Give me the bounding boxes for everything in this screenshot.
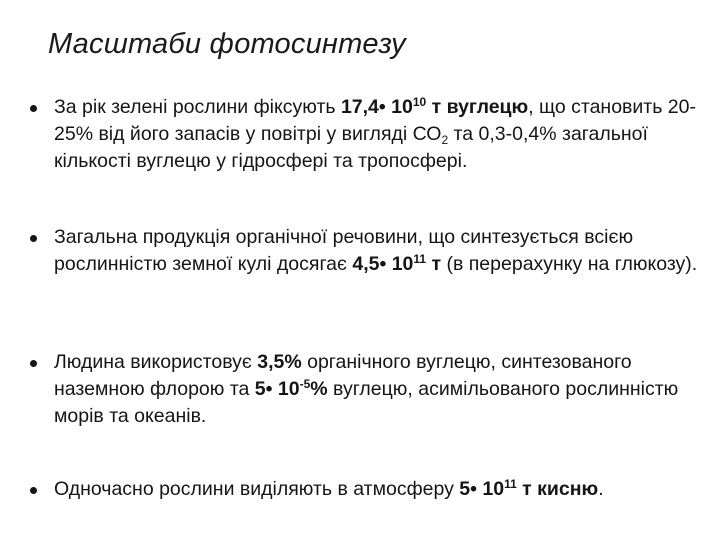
subscript-index: 2 bbox=[441, 133, 449, 147]
bold-value: 5• 10 bbox=[459, 478, 505, 500]
slide-title: Масштаби фотосинтезу bbox=[48, 28, 406, 60]
text-run: органічного вуглецю, синтезованого наземною флорою та bbox=[54, 351, 632, 400]
bold-value: 17,4• 10 bbox=[340, 96, 413, 118]
text-run: . bbox=[598, 478, 604, 500]
superscript-exponent: -5 bbox=[299, 377, 311, 391]
bullet-text bbox=[54, 94, 712, 175]
bold-value: 4,5• 10 bbox=[352, 253, 414, 275]
bold-unit: т кисню bbox=[516, 478, 599, 500]
text-run: вуглецю, асимільованого рослинністю морів та океанів. bbox=[54, 378, 679, 427]
superscript-exponent: 11 bbox=[504, 477, 517, 491]
text-run: Одночасно рослини виділяють в атмосферу bbox=[54, 478, 460, 500]
text-run: (в перерахунку на глюкозу). bbox=[441, 253, 698, 275]
bullet-dot-icon bbox=[30, 360, 37, 367]
text-run: Людина використовує bbox=[54, 351, 258, 373]
text-run: та 0,3-0,4% загальної кількості вуглецю у гідросфері та тропосфері. bbox=[54, 123, 648, 172]
bullet-item-oxygen-release bbox=[22, 476, 712, 503]
bullet-item-carbon-fixation bbox=[22, 94, 712, 175]
bullet-item-human-use bbox=[22, 349, 712, 430]
bullet-dot-icon bbox=[30, 105, 37, 112]
bold-unit: т вуглецю bbox=[426, 96, 529, 118]
text-run: , що становить 20-25% від його запасів у повітрі у вигляді СО bbox=[54, 96, 696, 145]
bold-value: 3,5% bbox=[257, 351, 302, 373]
bullet-text bbox=[54, 349, 712, 430]
bullet-item-organic-production bbox=[22, 224, 712, 278]
bullet-dot-icon bbox=[30, 235, 37, 242]
text-run: Загальна продукція органічної речовини, що синтезується всією рослинністю земної кулі досягає bbox=[54, 226, 634, 275]
bold-value: 5• 10 bbox=[254, 378, 300, 400]
bold-unit: т bbox=[426, 253, 442, 275]
bullet-text bbox=[54, 476, 712, 503]
superscript-exponent: 10 bbox=[412, 95, 427, 109]
bullet-text bbox=[54, 224, 712, 278]
bullet-dot-icon bbox=[30, 487, 37, 494]
text-run: За рік зелені рослини фіксують bbox=[54, 96, 341, 118]
bold-unit: % bbox=[310, 378, 328, 400]
superscript-exponent: 11 bbox=[413, 252, 427, 266]
